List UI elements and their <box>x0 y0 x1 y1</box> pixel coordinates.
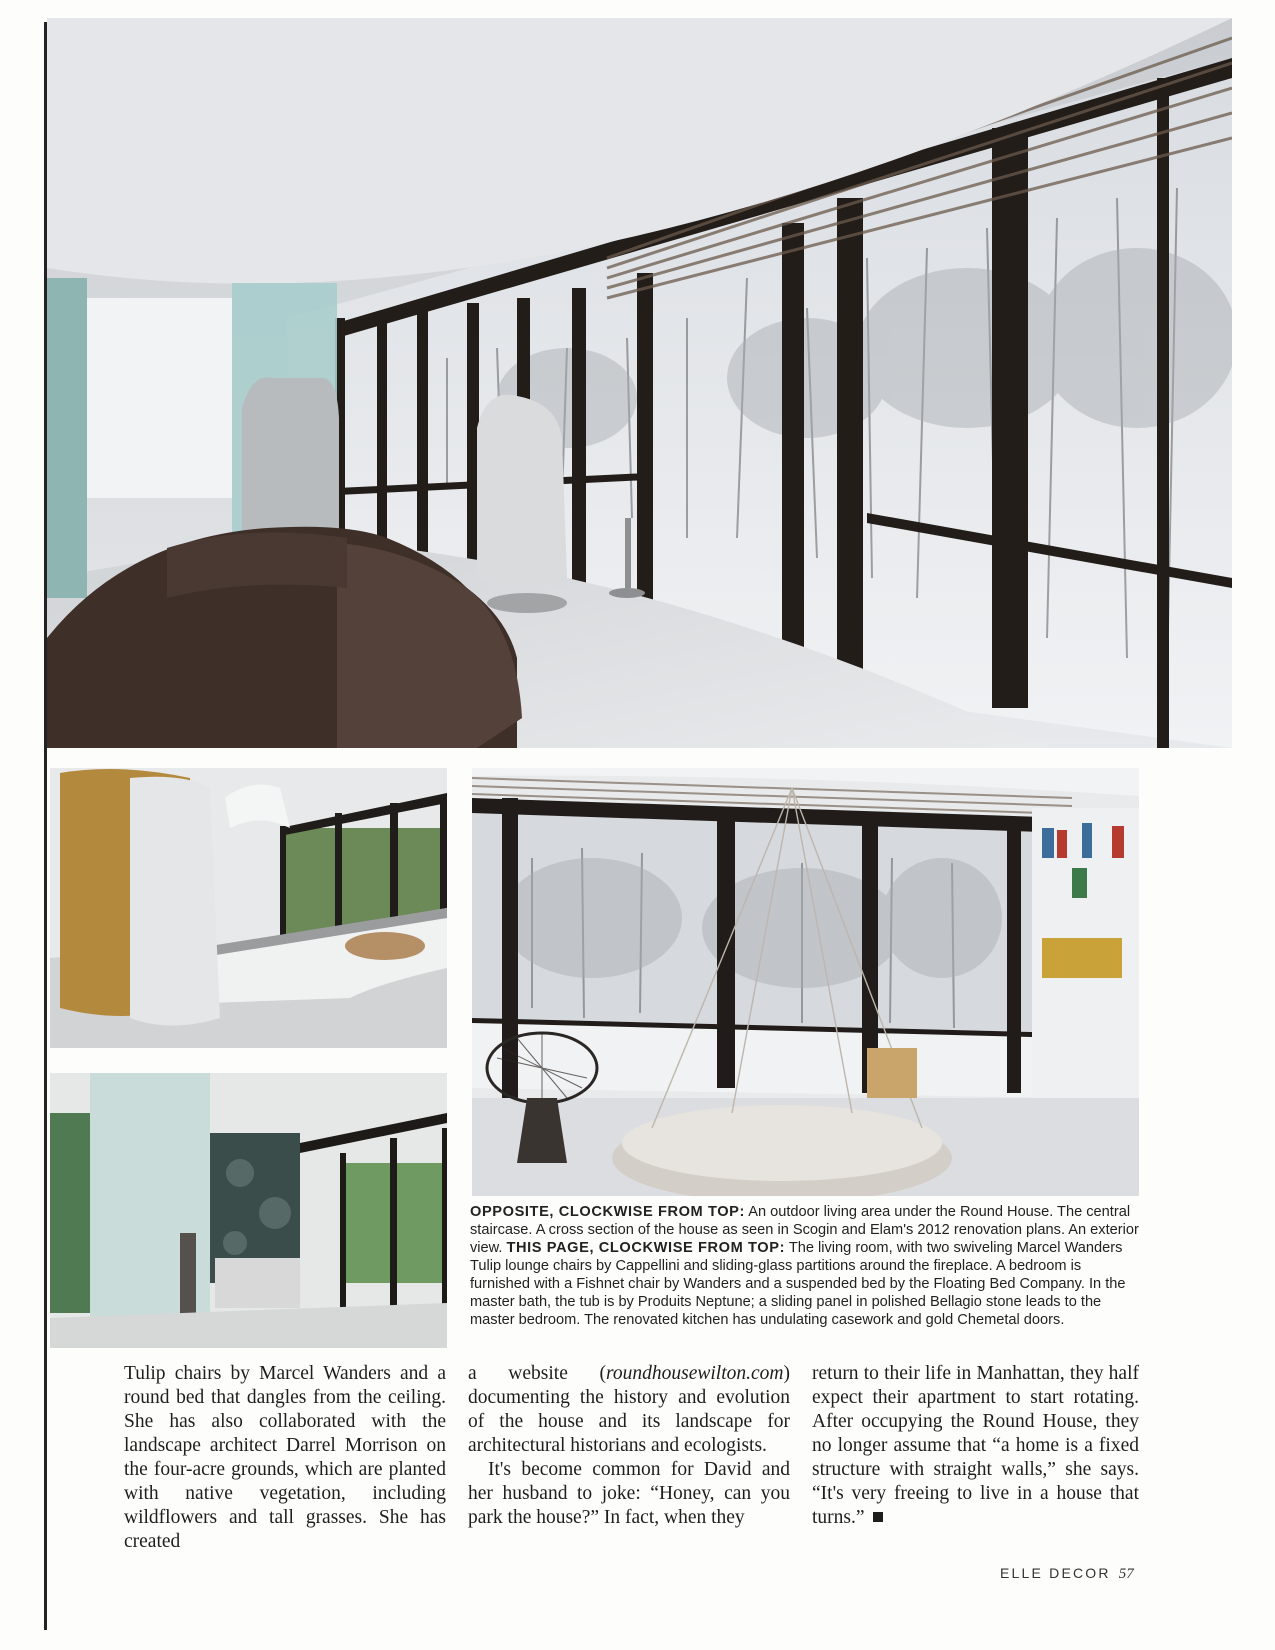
website-url: roundhousewilton.com <box>606 1363 784 1384</box>
body-text: return to their life in Manhattan, they half expect their apartment to start rotating. After occupying the Round House, they no longer assume that “a home is a fixed structure with straight walls,” she says. “It's very freeing to live in a house that turns.” <box>812 1363 1139 1528</box>
body-paragraph: Tulip chairs by Marcel Wanders and a round bed that dangles from the ceiling. She has also collaborated with the landscape architect Darrel Morrison on the four-acre grounds, which are planted with native vegetation, including wildflowers and tall grasses. She has created <box>124 1363 446 1552</box>
caption-text-opposite: An outdoor living area under the Round House. The central staircase. A cross section of the house as seen in Scogin and Elam's 2012 renovation plans. An exterior view. <box>470 1204 1139 1256</box>
body-text: ) documenting the history and evolution of the house and its landscape for architectural historians and ecologists. <box>468 1363 790 1456</box>
photo-bedroom <box>472 768 1139 1196</box>
end-of-article-mark <box>873 1512 883 1522</box>
photo-kitchen <box>50 768 447 1048</box>
body-paragraph: It's become common for David and her husband to joke: “Honey, can you park the house?” In fact, when they <box>468 1459 790 1528</box>
photo-master-bath <box>50 1073 447 1348</box>
body-text: a website ( <box>468 1363 607 1384</box>
photo-caption <box>470 1203 1140 1329</box>
body-paragraph <box>468 1362 790 1458</box>
body-column-2 <box>468 1362 790 1530</box>
caption-text-this-page: The living room, with two swiveling Marcel Wanders Tulip lounge chairs by Cappellini and sliding-glass partitions around the fireplace. A bedroom is furnished with a Fishnet chair by Wanders and a suspended bed by the Floating Bed Company. In the master bath, the tub is by Produits Neptune; a sliding panel in polished Bellagio stone leads to the master bedroom. The renovated kitchen has undulating casework and gold Chemetal doors. <box>470 1240 1126 1328</box>
page-number: 57 <box>1118 1566 1134 1582</box>
magazine-name: ELLE DECOR <box>1000 1565 1111 1581</box>
body-column-1 <box>124 1362 446 1554</box>
caption-lead-opposite: OPPOSITE, CLOCKWISE FROM TOP: <box>470 1204 745 1220</box>
photo-living-room <box>47 18 1232 748</box>
body-column-3 <box>812 1362 1139 1530</box>
caption-lead-this-page: THIS PAGE, CLOCKWISE FROM TOP: <box>506 1240 786 1256</box>
body-paragraph <box>812 1362 1139 1530</box>
page-folio <box>1000 1565 1134 1583</box>
